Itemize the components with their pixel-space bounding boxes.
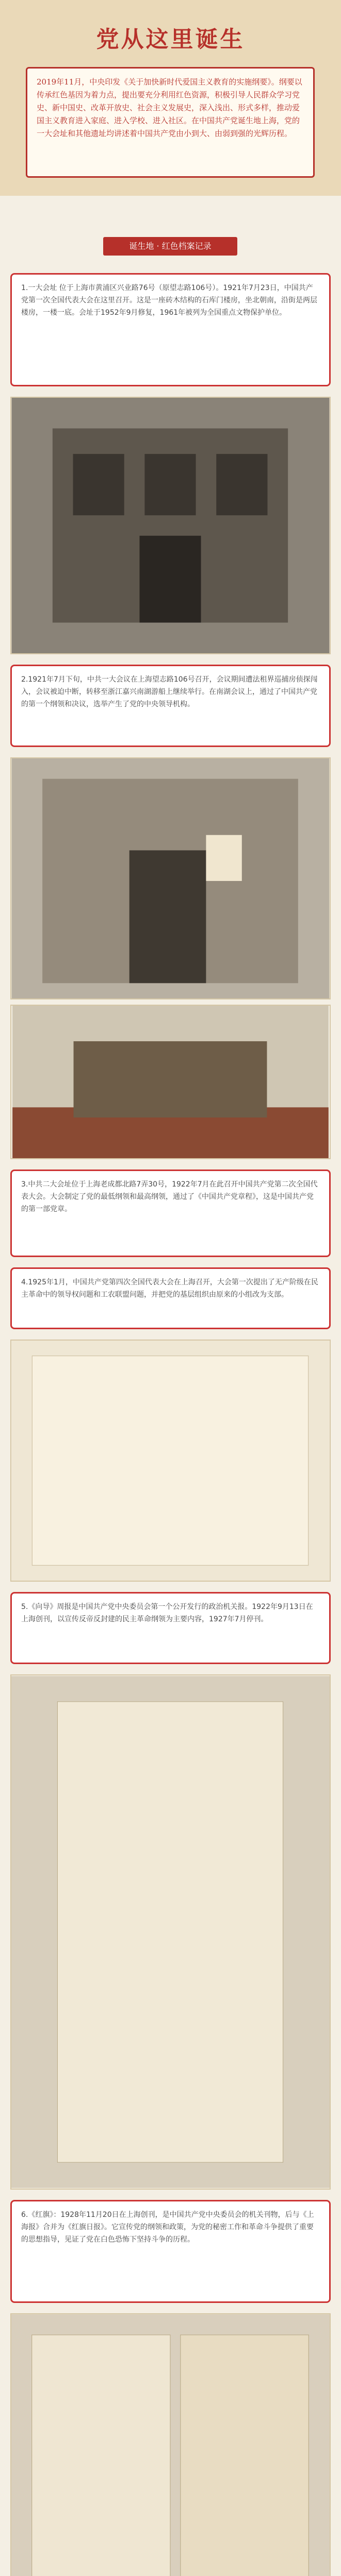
text-block-2: 2.1921年7月下旬，中共一大会议在上海望志路106号召开，会议期间遭法租界巡捕房侦探闯入，会议被迫中断，转移至浙江嘉兴南湖游船上继续举行。在南湖会议上，通过了中国共产党的第一个纲领和决议，选举产生了党的中央领导机构。 bbox=[10, 665, 331, 747]
photo-document-1 bbox=[10, 1340, 331, 1582]
hero bbox=[0, 0, 341, 196]
photo-site-2 bbox=[10, 757, 331, 999]
photo-sculpture bbox=[10, 1005, 331, 1159]
intro-box: 2019年11月，中央印发《关于加快新时代爱国主义教育的实施纲要》。纲要以传承红色基因为着力点，提出要充分利用红色资源，积极引导人民群众学习党史、新中国史、改革开放史、社会主义发展史，深入浅出、形式多样，推动爱国主义教育进入家庭、进入学校、进入社区。在中国共产党诞生地上海，党的一大会址和其他遗址均讲述着中国共产党由小到大、由弱到强的光辉历程。 bbox=[26, 67, 315, 178]
text-block-4: 4.1925年1月，中国共产党第四次全国代表大会在上海召开，大会第一次提出了无产阶级在民主革命中的领导权问题和工农联盟问题，并把党的基层组织由原来的小组改为支部。 bbox=[10, 1267, 331, 1329]
section-tag: 诞生地 · 红色档案记录 bbox=[103, 237, 237, 256]
photo-site-1 bbox=[10, 397, 331, 654]
photo-hongqi bbox=[10, 2313, 331, 2576]
page-title: 党从这里诞生 bbox=[96, 26, 245, 53]
text-block-3: 3.中共二大会址位于上海老成都北路7弄30号，1922年7月在此召开中国共产党第二次全国代表大会。大会制定了党的最低纲领和最高纲领，通过了《中国共产党章程》，这是中国共产党的第一部党章。 bbox=[10, 1170, 331, 1257]
text-block-1: 1.一大会址 位于上海市黄浦区兴业路76号（原望志路106号）。1921年7月23日，中国共产党第一次全国代表大会在这里召开。这是一座砖木结构的石库门楼房，坐北朝南，沿街是两层楼房，一楼一底。会址于1952年9月修复，1961年被列为全国重点文物保护单位。 bbox=[10, 273, 331, 386]
text-block-6: 6.《红旗》：1928年11月20日在上海创刊，是中国共产党中央委员会的机关刊物，后与《上海报》合并为《红旗日报》。它宣传党的纲领和政策，为党的秘密工作和革命斗争提供了重要的思想指导，见证了党在白色恐怖下坚持斗争的历程。 bbox=[10, 2200, 331, 2303]
photo-xiangdao bbox=[10, 1674, 331, 2190]
text-block-5: 5.《向导》周报是中国共产党中央委员会第一个公开发行的政治机关报。1922年9月13日在上海创刊，以宣传反帝反封建的民主革命纲领为主要内容，1927年7月停刊。 bbox=[10, 1592, 331, 1664]
